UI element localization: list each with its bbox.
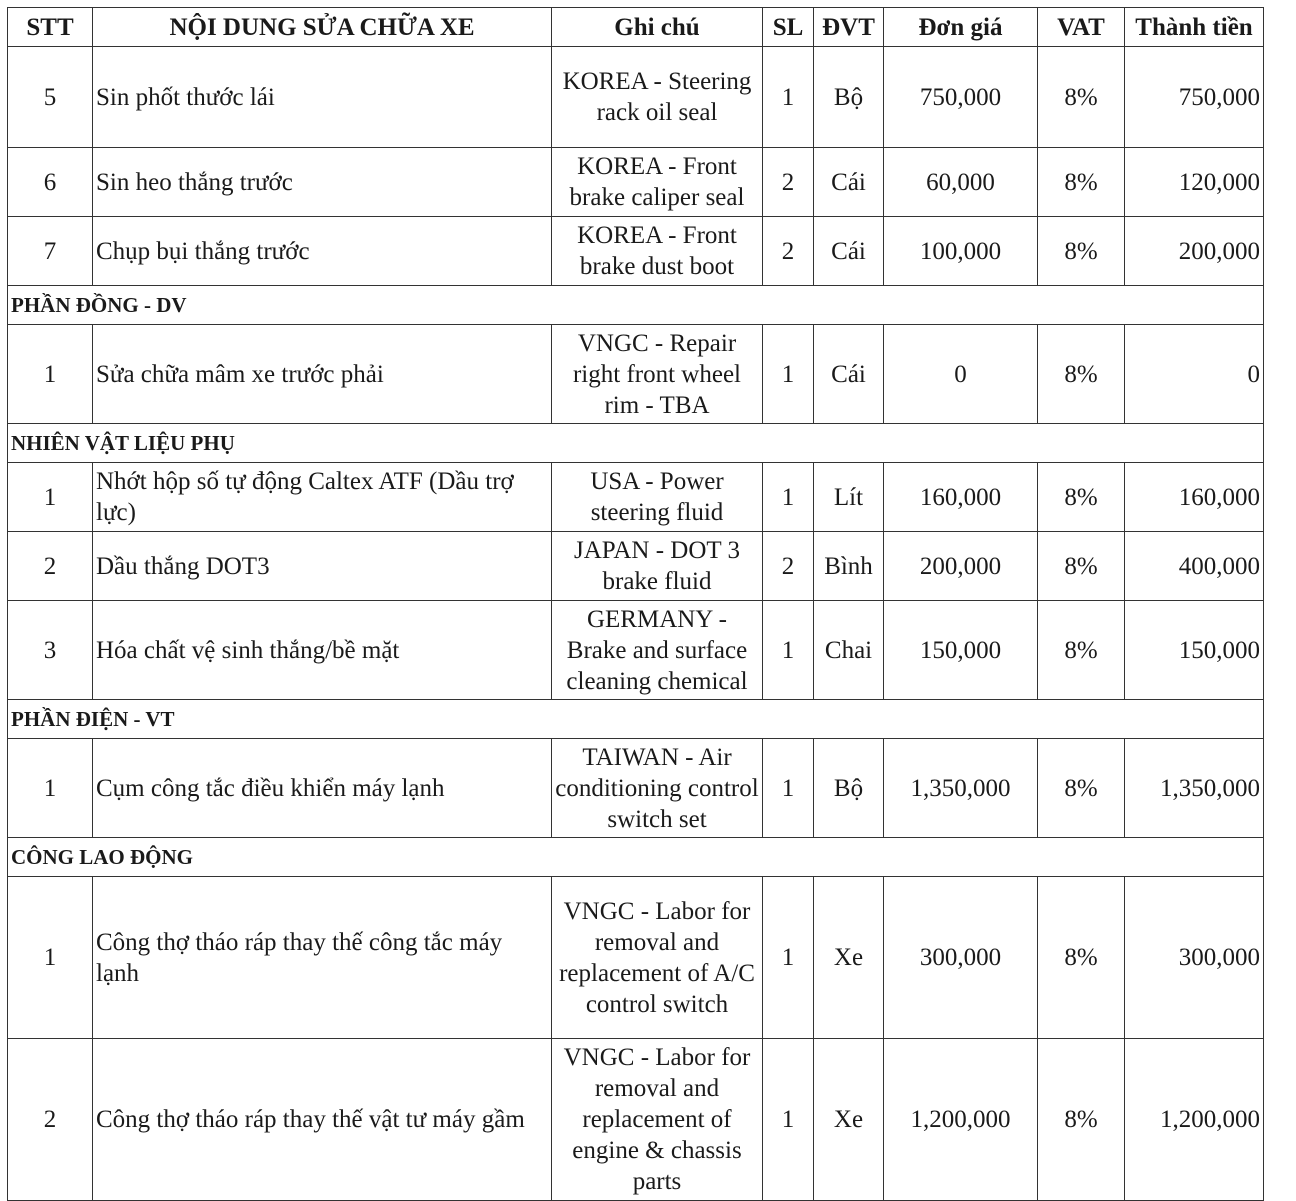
item-unit: Xe — [814, 877, 884, 1039]
header-stt: STT — [8, 8, 93, 47]
item-price: 60,000 — [884, 148, 1038, 217]
item-content: Hóa chất vệ sinh thắng/bề mặt — [93, 601, 552, 700]
item-note: KOREA - Steering rack oil seal — [552, 47, 763, 148]
table-row — [8, 217, 1264, 286]
item-stt: 1 — [8, 739, 93, 838]
item-unit: Cái — [814, 325, 884, 424]
item-stt: 6 — [8, 148, 93, 217]
item-qty: 1 — [763, 739, 814, 838]
header-note: Ghi chú — [552, 8, 763, 47]
section-header-row — [8, 424, 1264, 463]
item-note: KOREA - Front brake dust boot — [552, 217, 763, 286]
item-amount: 750,000 — [1125, 47, 1264, 148]
item-stt: 2 — [8, 532, 93, 601]
item-vat: 8% — [1038, 217, 1125, 286]
item-qty: 2 — [763, 532, 814, 601]
table-row — [8, 47, 1264, 148]
item-content: Sin phốt thước lái — [93, 47, 552, 148]
item-qty: 1 — [763, 1039, 814, 1201]
item-price: 100,000 — [884, 217, 1038, 286]
item-qty: 1 — [763, 463, 814, 532]
item-stt: 7 — [8, 217, 93, 286]
item-price: 160,000 — [884, 463, 1038, 532]
item-stt: 3 — [8, 601, 93, 700]
item-qty: 1 — [763, 877, 814, 1039]
item-amount: 120,000 — [1125, 148, 1264, 217]
item-qty: 1 — [763, 325, 814, 424]
item-note: VNGC - Repair right front wheel rim - TBA — [552, 325, 763, 424]
table-row — [8, 1039, 1264, 1201]
item-content: Sin heo thắng trước — [93, 148, 552, 217]
table-body — [8, 47, 1264, 1201]
item-price: 200,000 — [884, 532, 1038, 601]
section-header-row — [8, 286, 1264, 325]
item-amount: 200,000 — [1125, 217, 1264, 286]
item-qty: 1 — [763, 47, 814, 148]
header-content: NỘI DUNG SỬA CHỮA XE — [93, 8, 552, 47]
section-header-row — [8, 838, 1264, 877]
section-title: PHẦN ĐỒNG - DV — [8, 286, 1264, 325]
item-price: 1,350,000 — [884, 739, 1038, 838]
table-row — [8, 148, 1264, 217]
item-content: Sửa chữa mâm xe trước phải — [93, 325, 552, 424]
item-price: 750,000 — [884, 47, 1038, 148]
item-price: 1,200,000 — [884, 1039, 1038, 1201]
header-qty: SL — [763, 8, 814, 47]
header-price: Đơn giá — [884, 8, 1038, 47]
item-note: JAPAN - DOT 3 brake fluid — [552, 532, 763, 601]
item-stt: 5 — [8, 47, 93, 148]
item-note: VNGC - Labor for removal and replacement of A/C control switch — [552, 877, 763, 1039]
item-unit: Chai — [814, 601, 884, 700]
item-content: Dầu thắng DOT3 — [93, 532, 552, 601]
item-vat: 8% — [1038, 532, 1125, 601]
item-price: 300,000 — [884, 877, 1038, 1039]
item-stt: 2 — [8, 1039, 93, 1201]
item-vat: 8% — [1038, 1039, 1125, 1201]
item-vat: 8% — [1038, 877, 1125, 1039]
item-vat: 8% — [1038, 463, 1125, 532]
item-unit: Bình — [814, 532, 884, 601]
item-amount: 300,000 — [1125, 877, 1264, 1039]
item-amount: 150,000 — [1125, 601, 1264, 700]
item-content: Chụp bụi thắng trước — [93, 217, 552, 286]
item-note: USA - Power steering fluid — [552, 463, 763, 532]
item-stt: 1 — [8, 877, 93, 1039]
section-title: NHIÊN VẬT LIỆU PHỤ — [8, 424, 1264, 463]
item-content: Công thợ tháo ráp thay thế công tắc máy lạnh — [93, 877, 552, 1039]
item-qty: 1 — [763, 601, 814, 700]
item-unit: Bộ — [814, 739, 884, 838]
table-row — [8, 325, 1264, 424]
item-amount: 160,000 — [1125, 463, 1264, 532]
header-unit: ĐVT — [814, 8, 884, 47]
item-stt: 1 — [8, 325, 93, 424]
item-unit: Bộ — [814, 47, 884, 148]
table-row — [8, 739, 1264, 838]
item-unit: Xe — [814, 1039, 884, 1201]
repair-quote-table — [7, 7, 1264, 1201]
item-note: TAIWAN - Air conditioning control switch set — [552, 739, 763, 838]
item-amount: 1,200,000 — [1125, 1039, 1264, 1201]
item-vat: 8% — [1038, 739, 1125, 838]
item-qty: 2 — [763, 217, 814, 286]
item-unit: Cái — [814, 217, 884, 286]
table-row — [8, 601, 1264, 700]
table-row — [8, 463, 1264, 532]
table-row — [8, 877, 1264, 1039]
item-note: KOREA - Front brake caliper seal — [552, 148, 763, 217]
header-vat: VAT — [1038, 8, 1125, 47]
item-note: GERMANY - Brake and surface cleaning chemical — [552, 601, 763, 700]
section-title: PHẦN ĐIỆN - VT — [8, 700, 1264, 739]
item-amount: 1,350,000 — [1125, 739, 1264, 838]
item-note: VNGC - Labor for removal and replacement of engine & chassis parts — [552, 1039, 763, 1201]
item-unit: Lít — [814, 463, 884, 532]
table-row — [8, 532, 1264, 601]
header-row — [8, 8, 1264, 47]
item-price: 150,000 — [884, 601, 1038, 700]
item-vat: 8% — [1038, 325, 1125, 424]
item-vat: 8% — [1038, 47, 1125, 148]
item-amount: 400,000 — [1125, 532, 1264, 601]
item-stt: 1 — [8, 463, 93, 532]
item-vat: 8% — [1038, 148, 1125, 217]
item-amount: 0 — [1125, 325, 1264, 424]
item-vat: 8% — [1038, 601, 1125, 700]
section-header-row — [8, 700, 1264, 739]
item-content: Công thợ tháo ráp thay thế vật tư máy gầm — [93, 1039, 552, 1201]
item-content: Cụm công tắc điều khiển máy lạnh — [93, 739, 552, 838]
item-content: Nhớt hộp số tự động Caltex ATF (Dầu trợ lực) — [93, 463, 552, 532]
item-qty: 2 — [763, 148, 814, 217]
item-price: 0 — [884, 325, 1038, 424]
section-title: CÔNG LAO ĐỘNG — [8, 838, 1264, 877]
header-amount: Thành tiền — [1125, 8, 1264, 47]
item-unit: Cái — [814, 148, 884, 217]
